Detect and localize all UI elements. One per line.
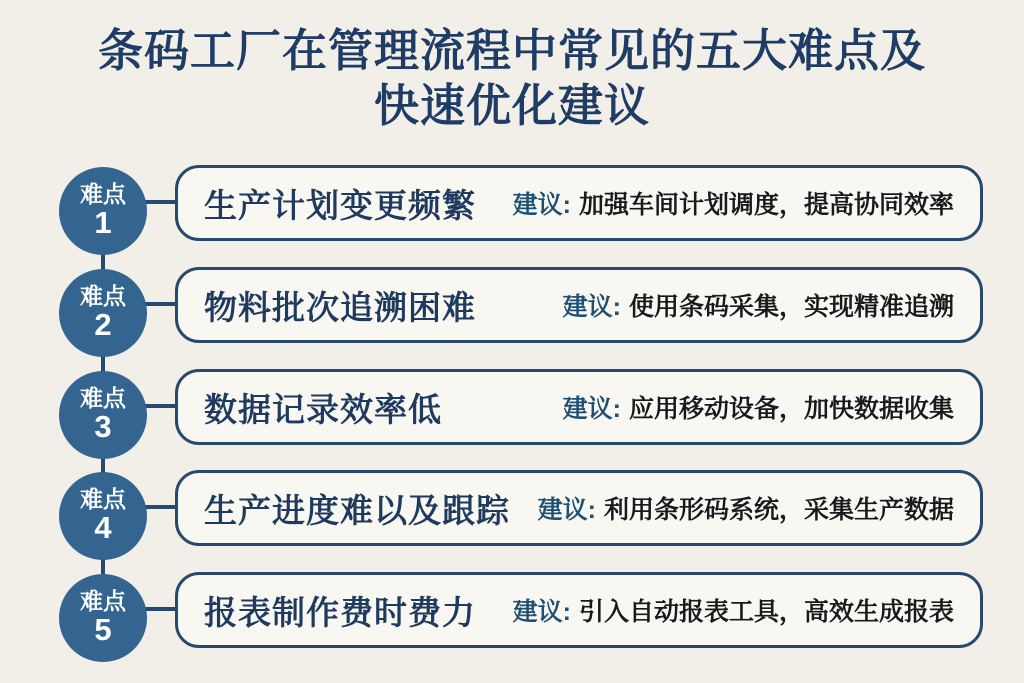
difficulty-card-4 [175, 470, 983, 546]
badge-number: 1 [94, 205, 112, 241]
advice-text-wrap [563, 389, 954, 425]
advice-text: 加强车间计划调度，提高协同效率 [578, 191, 954, 219]
difficulty-badge-3 [59, 371, 147, 459]
difficulty-card-5 [175, 572, 983, 648]
difficulty-row-5 [0, 572, 1024, 664]
advice-text-wrap [538, 490, 954, 526]
advice-text: 引入自动报表工具，高效生成报表 [578, 598, 954, 626]
advice-label: 建议: [562, 395, 621, 423]
difficulty-row-2 [0, 267, 1024, 359]
page-title-line1: 条码工厂在管理流程中常见的五大难点及 [97, 25, 926, 76]
difficulty-card-2 [175, 267, 983, 343]
advice-text: 利用条形码系统，采集生产数据 [603, 496, 954, 524]
advice-label: 建议: [562, 293, 621, 321]
difficulty-badge-4 [59, 472, 147, 560]
advice-text: 使用条码采集，实现精准追溯 [628, 293, 954, 321]
advice-text: 应用移动设备，加快数据收集 [628, 395, 954, 423]
page-title [0, 24, 1024, 134]
badge-label: 难点 [80, 283, 126, 310]
badge-label: 难点 [80, 588, 126, 615]
advice-label: 建议: [512, 598, 571, 626]
difficulty-card-3 [175, 369, 983, 445]
difficulty-badge-2 [59, 269, 147, 357]
difficulty-badge-1 [59, 167, 147, 255]
problem-text: 生产计划变更频繁 [204, 186, 476, 224]
page-title-line2: 快速优化建议 [373, 79, 650, 131]
badge-number: 4 [94, 510, 112, 546]
difficulty-row-1 [0, 165, 1024, 257]
problem-text: 生产进度难以及跟踪 [204, 491, 510, 529]
difficulty-row-4 [0, 470, 1024, 562]
problem-text: 数据记录效率低 [204, 390, 442, 428]
badge-label: 难点 [80, 385, 126, 412]
advice-text-wrap [513, 185, 954, 221]
advice-label: 建议: [537, 496, 596, 524]
badge-label: 难点 [80, 486, 126, 513]
problem-text: 报表制作费时费力 [204, 593, 476, 631]
badge-number: 5 [94, 612, 112, 648]
badge-number: 2 [94, 307, 112, 343]
badge-label: 难点 [80, 181, 126, 208]
problem-text: 物料批次追溯困难 [204, 288, 476, 326]
difficulty-badge-5 [59, 574, 147, 662]
advice-text-wrap [563, 287, 954, 323]
advice-text-wrap [513, 592, 954, 628]
badge-number: 3 [94, 409, 112, 445]
difficulty-card-1 [175, 165, 983, 241]
difficulty-row-3 [0, 369, 1024, 461]
advice-label: 建议: [512, 191, 571, 219]
